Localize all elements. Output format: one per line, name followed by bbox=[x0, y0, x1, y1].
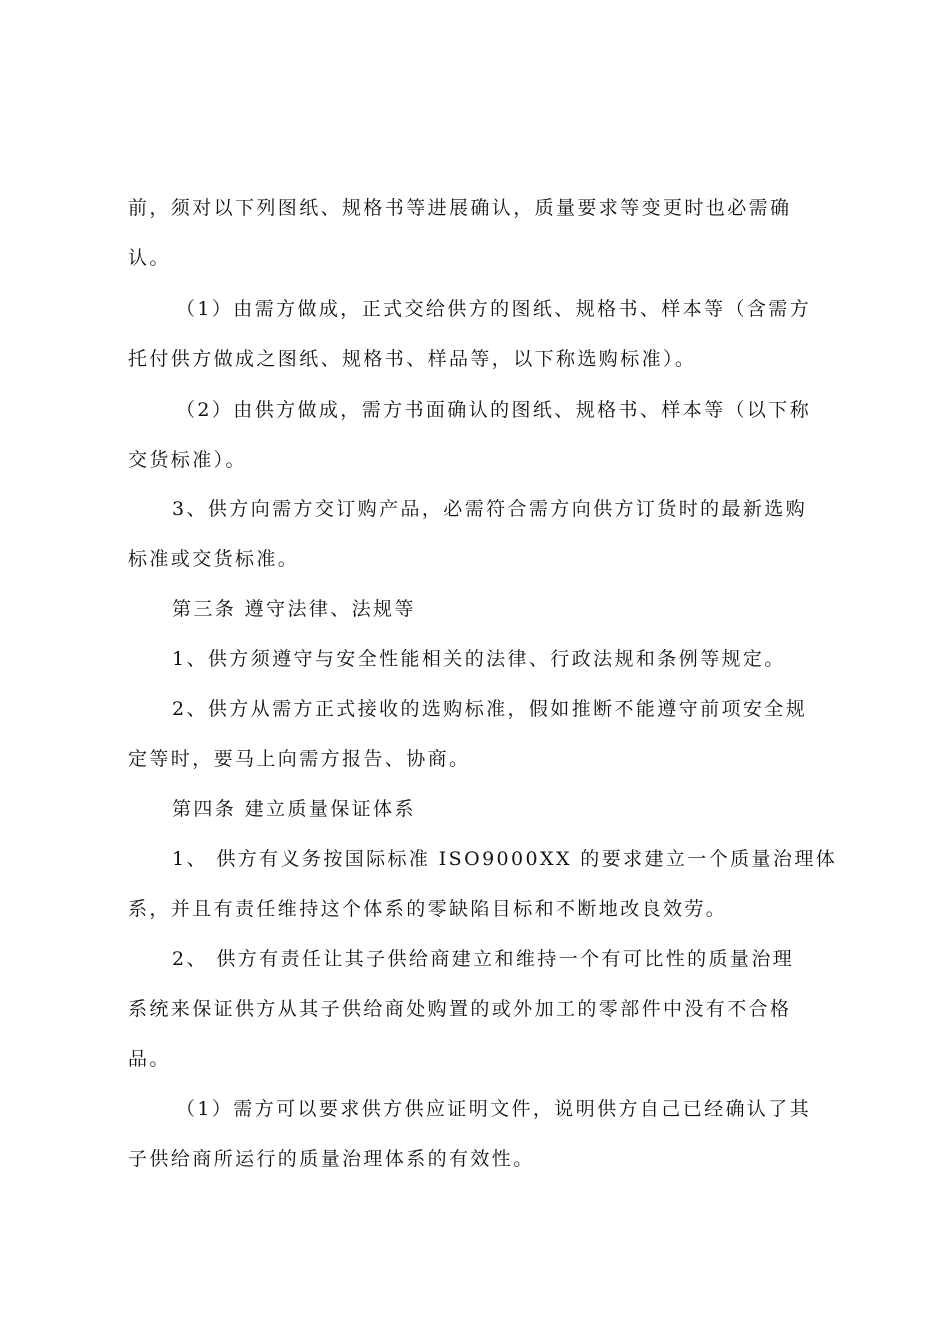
section-heading: 第四条 建立质量保证体系 bbox=[172, 798, 416, 820]
text-line: （1）需方可以要求供方供应证明文件，说明供方自己已经确认了其 bbox=[176, 1098, 812, 1120]
text-line: 托付供方做成之图纸、规格书、样品等，以下称选购标准）。 bbox=[128, 348, 697, 370]
text-line: 系统来保证供方从其子供给商处购置的或外加工的零部件中没有不合格 bbox=[128, 998, 792, 1020]
text-line: 子供给商所运行的质量治理体系的有效性。 bbox=[128, 1148, 535, 1170]
text-line: 2、供方从需方正式接收的选购标准，假如推断不能遵守前项安全规 bbox=[172, 698, 808, 720]
text-line: 标准或交货标准。 bbox=[128, 548, 300, 570]
text-line: 1、供方须遵守与安全性能相关的法律、行政法规和条例等规定。 bbox=[172, 648, 786, 670]
text-line: （1）由需方做成，正式交给供方的图纸、规格书、样本等（含需方 bbox=[176, 298, 812, 320]
text-line: 品。 bbox=[128, 1048, 171, 1070]
text-line: 交货标准）。 bbox=[128, 449, 247, 471]
text-line: （2）由供方做成，需方书面确认的图纸、规格书、样本等（以下称 bbox=[176, 399, 812, 421]
text-line: 2、 供方有责任让其子供给商建立和维持一个有可比性的质量治理 bbox=[172, 948, 795, 970]
section-heading: 第三条 遵守法律、法规等 bbox=[172, 598, 416, 620]
text-line: 认。 bbox=[128, 247, 171, 269]
text-line: 3、供方向需方交订购产品，必需符合需方向供方订货时的最新选购 bbox=[172, 498, 808, 520]
text-line: 定等时，要马上向需方报告、协商。 bbox=[128, 748, 471, 770]
text-line: 系，并且有责任维持这个体系的零缺陷目标和不断地改良效劳。 bbox=[128, 898, 728, 920]
text-line: 1、 供方有义务按国际标准 ISO9000XX 的要求建立一个质量治理体 bbox=[172, 848, 838, 870]
text-line: 前，须对以下列图纸、规格书等进展确认，质量要求等变更时也必需确 bbox=[128, 197, 792, 219]
